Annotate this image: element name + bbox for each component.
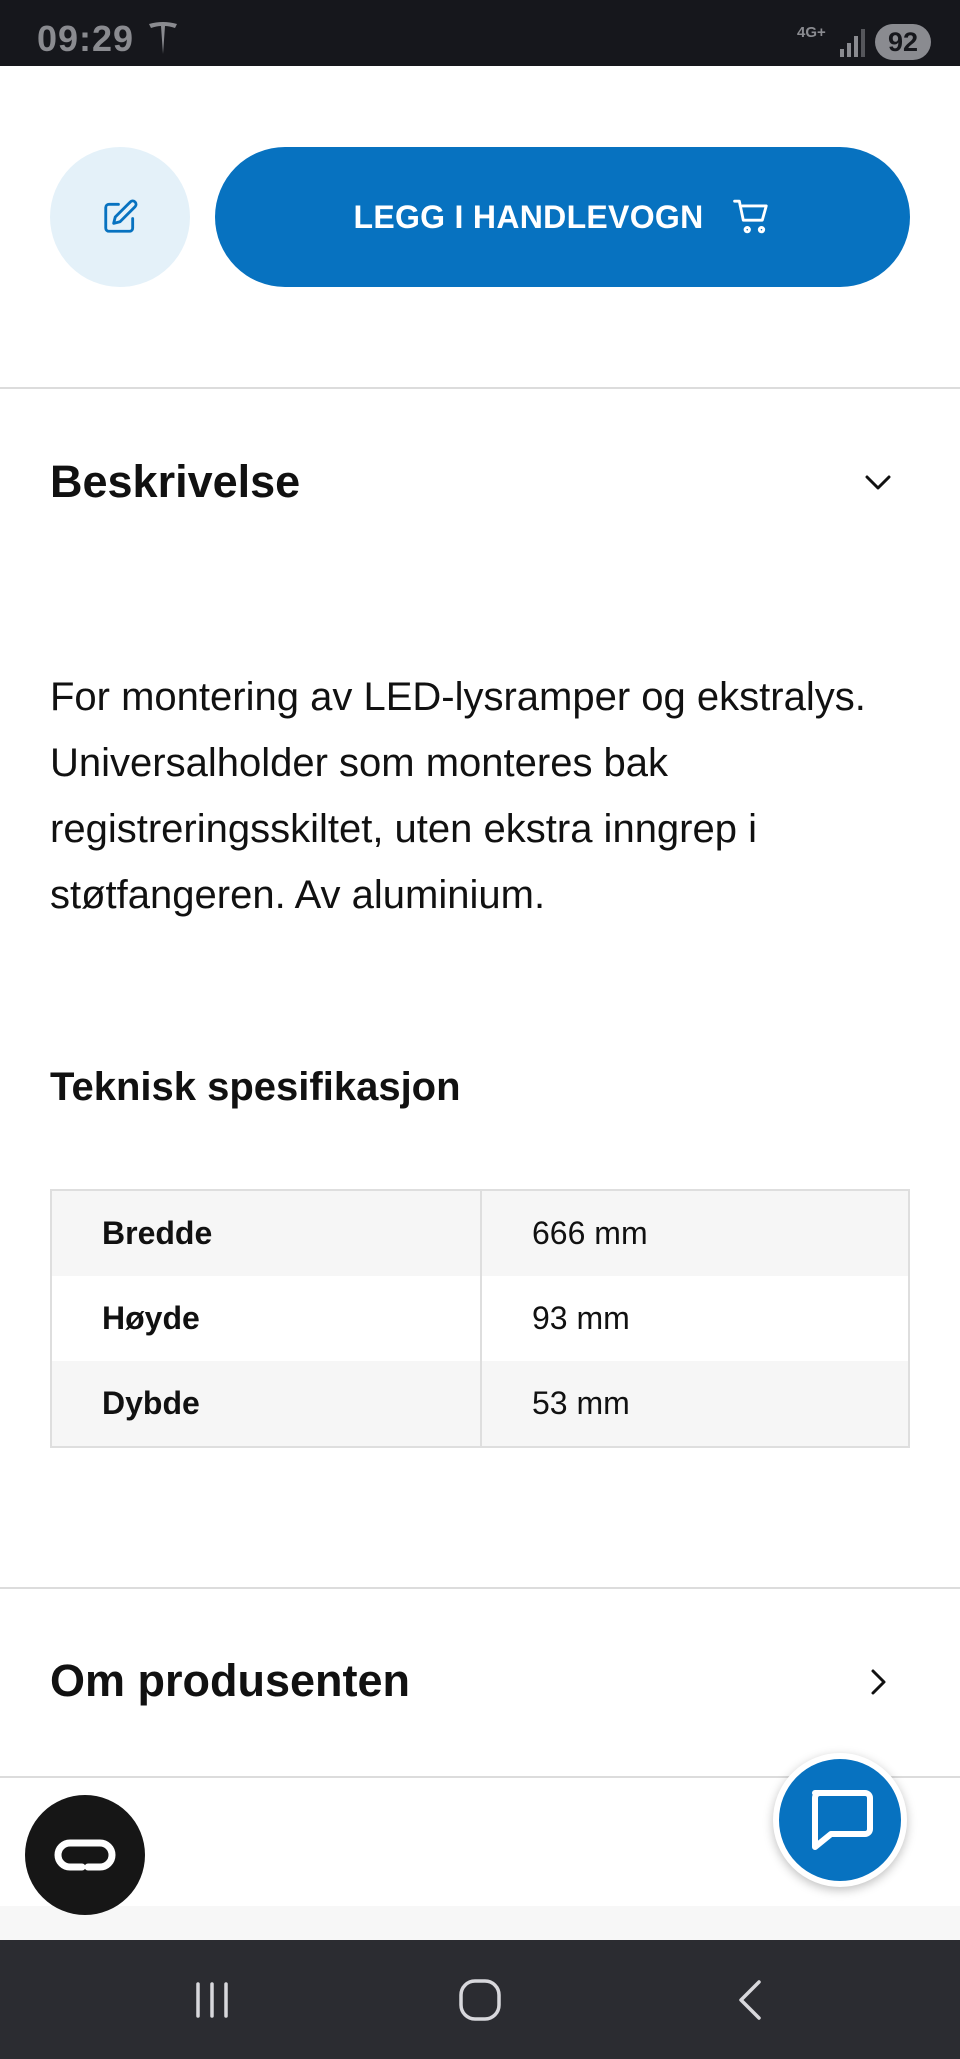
link-icon bbox=[52, 1835, 118, 1875]
home-button[interactable] bbox=[445, 1970, 515, 2030]
status-time: 09:29 bbox=[37, 18, 135, 59]
battery-icon: 92 bbox=[875, 24, 931, 60]
spec-key: Dybde bbox=[52, 1361, 482, 1446]
recent-apps-button[interactable] bbox=[177, 1970, 247, 2030]
spec-key: Bredde bbox=[52, 1191, 482, 1276]
spec-value: 666 mm bbox=[532, 1215, 648, 1251]
status-bar bbox=[0, 0, 960, 66]
chat-button[interactable] bbox=[773, 1753, 907, 1887]
divider bbox=[0, 387, 960, 389]
network-type: 4G+ bbox=[797, 24, 826, 41]
table-row bbox=[52, 1191, 908, 1276]
spec-value: 93 mm bbox=[532, 1300, 630, 1336]
manufacturer-title: Om produsenten bbox=[50, 1655, 411, 1706]
divider bbox=[0, 1587, 960, 1589]
back-button[interactable] bbox=[714, 1970, 784, 2030]
system-nav-bar bbox=[0, 1940, 960, 2059]
edit-button[interactable] bbox=[50, 147, 190, 287]
description-text: For montering av LED-lysramper og ekstralys. Universalholder som monteres bak registreringsskiltet, uten ekstra inngrep i støtfangeren. Av aluminium. bbox=[50, 675, 866, 917]
chat-bubble-icon bbox=[805, 1787, 875, 1853]
edit-icon bbox=[101, 198, 139, 236]
add-to-cart-label: LEGG I HANDLEVOGN bbox=[353, 198, 704, 235]
add-to-cart-button[interactable] bbox=[215, 147, 910, 287]
table-row bbox=[52, 1276, 908, 1361]
description-title: Beskrivelse bbox=[50, 456, 301, 507]
spec-table bbox=[50, 1189, 910, 1448]
spec-key: Høyde bbox=[52, 1276, 482, 1361]
shopping-cart-icon bbox=[732, 198, 772, 236]
chevron-down-icon bbox=[858, 462, 898, 502]
signal-icon bbox=[838, 27, 866, 57]
back-icon bbox=[731, 1977, 767, 2023]
spec-title: Teknisk spesifikasjon bbox=[50, 1065, 461, 1109]
table-row bbox=[52, 1361, 908, 1446]
home-icon bbox=[457, 1977, 503, 2023]
footer-strip bbox=[0, 1906, 960, 1940]
accessibility-button[interactable] bbox=[25, 1795, 145, 1915]
recent-apps-icon bbox=[190, 1980, 234, 2020]
chevron-right-icon bbox=[858, 1662, 898, 1702]
tesla-icon bbox=[147, 20, 179, 56]
spec-value: 53 mm bbox=[532, 1385, 630, 1421]
